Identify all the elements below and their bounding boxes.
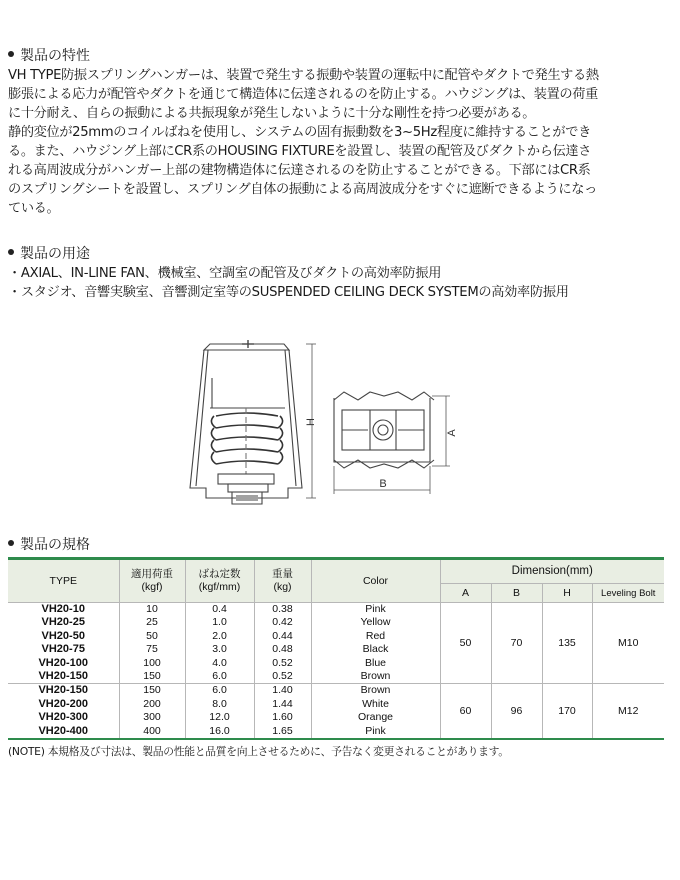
color-cell: Brown White Orange Pink [311, 684, 440, 739]
header-weight: 重量 (kg) [254, 559, 311, 603]
table-row-group-m10 [8, 603, 664, 684]
features-line: れる高周波成分がハンガー上部の建物構造体に伝達されるのを防止することができる。下部にはCR系 [8, 163, 591, 178]
header-type: TYPE [8, 559, 119, 603]
bullet-icon [8, 51, 14, 57]
weight-cell: 0.38 0.42 0.44 0.48 0.52 0.52 [254, 603, 311, 684]
uses-heading: 製品の用途 [8, 245, 90, 263]
dimension-h-cell: 135 [542, 603, 592, 684]
load-cell: 150 200 300 400 [119, 684, 185, 739]
bullet-icon [8, 249, 14, 255]
features-paragraph [8, 66, 680, 218]
spec-table [8, 557, 664, 740]
header-leveling-bolt: Leveling Bolt [592, 584, 664, 603]
dimension-b-label: B [379, 478, 387, 490]
load-cell: 10 25 50 75 100 150 [119, 603, 185, 684]
type-cell: VH20-150 VH20-200 VH20-300 VH20-400 [8, 684, 119, 739]
header-color: Color [311, 559, 440, 603]
uses-item: ・AXIAL、IN-LINE FAN、機械室、空調室の配管及びダクトの高効率防振用 [8, 266, 442, 281]
hanger-top-view [334, 392, 450, 494]
features-line: る。また、ハウジング上部にCR系のHOUSING FIXTUREを設置し、装置の配管及びダクトから伝達さ [8, 144, 592, 159]
color-cell: Pink Yellow Red Black Blue Brown [311, 603, 440, 684]
specs-heading: 製品の規格 [8, 536, 90, 554]
table-row-group-m12 [8, 684, 664, 739]
features-line: VH TYPE防振スプリングハンガーは、装置で発生する振動や装置の運転中に配管やダクトで発生する熱 [8, 68, 599, 83]
spring-constant-cell: 6.0 8.0 12.0 16.0 [185, 684, 254, 739]
dimension-h-label: H [305, 418, 317, 426]
leveling-bolt-cell: M12 [592, 684, 664, 739]
dimension-b-cell: 70 [491, 603, 542, 684]
uses-item: ・スタジオ、音響実験室、音響測定室等のSUSPENDED CEILING DECK SYSTEMの高効率防振用 [8, 285, 569, 300]
dimension-b-cell: 96 [491, 684, 542, 739]
header-spring-constant: ばね定数 (kgf/mm) [185, 559, 254, 603]
features-line: 静的変位が25mmのコイルばねを使用し、システムの固有振動数を3~5Hz程度に維持することができ [8, 125, 591, 140]
header-dimension: Dimension(mm) [440, 559, 664, 584]
features-line: のスプリングシートを設置し、スプリング自体の振動による高周波成分をすぐに遮断できるようになっ [8, 182, 597, 197]
features-line: 膨張による応力が配管やダクトを通じて構造体に伝達されるのを防止する。ハウジングは、装置の荷重 [8, 87, 598, 102]
features-line: ている。 [8, 201, 60, 216]
spec-note: (NOTE) 本規格及び寸法は、製品の性能と品質を向上させるために、予告なく変更されることがあります。 [8, 745, 509, 758]
spring-constant-cell: 0.4 1.0 2.0 3.0 4.0 6.0 [185, 603, 254, 684]
bullet-icon [8, 540, 14, 546]
hanger-side-view [190, 340, 316, 504]
features-heading: 製品の特性 [8, 47, 90, 65]
weight-cell: 1.40 1.44 1.60 1.65 [254, 684, 311, 739]
header-a: A [440, 584, 491, 603]
header-load: 適用荷重 (kgf) [119, 559, 185, 603]
header-b: B [491, 584, 542, 603]
uses-list [8, 264, 569, 302]
dimension-a-cell: 60 [440, 684, 491, 739]
features-line: に十分耐え、自らの振動による共振現象が発生しないように十分な剛性を持つ必要がある。 [8, 106, 536, 121]
hanger-drawing [188, 338, 478, 508]
dimension-a-cell: 50 [440, 603, 491, 684]
type-cell: VH20-10 VH20-25 VH20-50 VH20-75 VH20-100 VH20-150 [8, 603, 119, 684]
header-h: H [542, 584, 592, 603]
dimension-h-cell: 170 [542, 684, 592, 739]
leveling-bolt-cell: M10 [592, 603, 664, 684]
dimension-a-label: A [446, 429, 458, 437]
